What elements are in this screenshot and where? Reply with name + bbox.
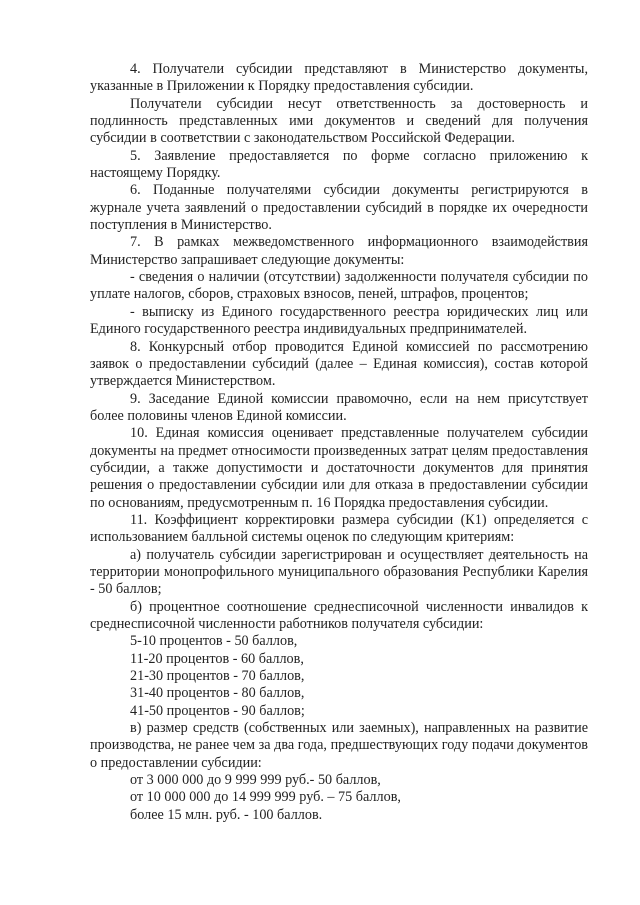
paragraph-4: 4. Получатели субсидии представляют в Министерство документы, указанные в Приложении к Порядку предоставления субсидии. xyxy=(90,61,588,95)
paragraph-5: 5. Заявление предоставляется по форме согласно приложению к настоящему Порядку. xyxy=(90,147,588,182)
paragraph-10: 10. Единая комиссия оценивает представленные получателем субсидии документы на предмет относимости произведенных затрат целям предоставления субсидии, а также допустимости и достаточности документов для принятия решения о предоставлении субсидии или для отказа в предоставлении субсидии по основаниям, предусмотренным п. 16 Порядка предоставления субсидии. xyxy=(90,425,588,511)
paragraph-8: 8. Конкурсный отбор проводится Единой комиссией по рассмотрению заявок о предоставлении субсидий (далее – Единая комиссия), состав которой утверждается Министерством. xyxy=(90,338,588,390)
funds-scale-item: более 15 млн. руб. - 100 баллов. xyxy=(130,806,323,823)
document-body xyxy=(90,61,588,824)
criterion-c: в) размер средств (собственных или заемных), направленных на развитие производства, не ранее чем за два года, предшествующих году подачи документов о предоставлении субсидии: xyxy=(90,720,588,771)
funds-scale-item: от 3 000 000 до 9 999 999 руб.- 50 баллов, xyxy=(130,772,381,789)
criterion-a: а) получатель субсидии зарегистрирован и осуществляет деятельность на территории монопрофильного муниципального образования Республики Карелия - 50 баллов; xyxy=(90,546,588,598)
percent-scale-item: 5-10 процентов - 50 баллов, xyxy=(130,633,298,650)
paragraph-7-item-tax-debt: - сведения о наличии (отсутствии) задолженности получателя субсидии по уплате налогов, сборов, страховых взносов, пеней, штрафов, процентов; xyxy=(90,269,588,303)
percent-scale-item: 21-30 процентов - 70 баллов, xyxy=(130,668,305,685)
paragraph-6: 6. Поданные получателями субсидии документы регистрируются в журнале учета заявлений о предоставлении субсидий в порядке их очередности поступления в Министерство. xyxy=(90,182,588,234)
paragraph-7-item-registry-extract: - выписку из Единого государственного реестра юридических лиц или Единого государственного реестра индивидуальных предпринимателей. xyxy=(90,303,588,338)
percent-scale-item: 31-40 процентов - 80 баллов, xyxy=(130,685,305,702)
paragraph-7: 7. В рамках межведомственного информационного взаимодействия Министерство запрашивает следующие документы: xyxy=(90,234,588,268)
criterion-b: б) процентное соотношение среднесписочной численности инвалидов к среднесписочной численности работников получателя субсидии: xyxy=(90,598,588,632)
paragraph-9: 9. Заседание Единой комиссии правомочно, если на нем присутствует более половины членов Единой комиссии. xyxy=(90,390,588,424)
percent-scale-item: 11-20 процентов - 60 баллов, xyxy=(130,650,304,667)
paragraph-responsibility: Получатели субсидии несут ответственность за достоверность и подлинность представленных ими документов и сведений для получения субсидии в соответствии с законодательством Российской Федерации. xyxy=(90,95,588,147)
funds-scale-item: от 10 000 000 до 14 999 999 руб. – 75 баллов, xyxy=(130,789,401,806)
paragraph-11: 11. Коэффициент корректировки размера субсидии (К1) определяется с использованием балльной системы оценок по следующим критериям: xyxy=(90,511,588,546)
percent-scale-item: 41-50 процентов - 90 баллов; xyxy=(130,702,305,719)
